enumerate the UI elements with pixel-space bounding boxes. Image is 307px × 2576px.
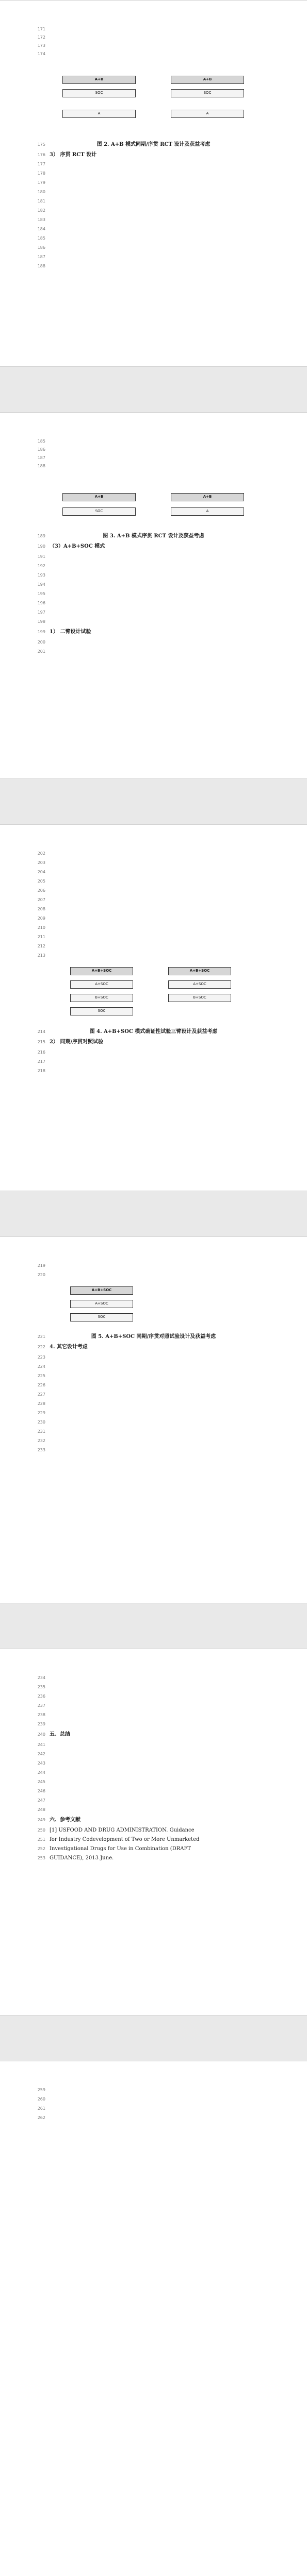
text-line <box>37 1428 257 1436</box>
text-line <box>37 234 257 243</box>
line-number: 243 <box>37 1761 45 1766</box>
arm-box: A <box>62 110 136 118</box>
line-number: 249 <box>37 1818 45 1822</box>
line-number: 187 <box>37 255 45 259</box>
line-number: 205 <box>37 879 45 884</box>
line-number: 172 <box>37 35 45 40</box>
text-line <box>37 952 257 960</box>
text-line <box>37 216 257 224</box>
line-number: 200 <box>37 640 45 645</box>
text-line <box>37 608 257 617</box>
page-3 <box>0 824 307 1191</box>
figure-caption <box>37 141 257 149</box>
reference-line <box>37 2095 257 2104</box>
line-number: 224 <box>37 1364 45 1369</box>
page-5-content <box>37 1649 257 2015</box>
line-number: 199 <box>37 630 45 634</box>
arm-box: SOC <box>62 89 136 97</box>
line-number: 189 <box>37 534 45 538</box>
line-number: 186 <box>37 447 45 452</box>
line-number: 218 <box>37 1069 45 1073</box>
text-line <box>37 638 257 647</box>
text-line <box>37 1409 257 1417</box>
text-line <box>37 437 257 446</box>
text-line <box>37 1741 257 1749</box>
text-line <box>37 225 257 233</box>
arm-box: SOC <box>70 1313 133 1321</box>
arm-box: A+SOC <box>70 980 133 989</box>
line-number: 186 <box>37 245 45 250</box>
text-line <box>37 1391 257 1399</box>
line-number: 229 <box>37 1411 45 1415</box>
figure-4 <box>50 963 257 1025</box>
arm-box: B+SOC <box>168 994 231 1002</box>
arm-box: A+B+SOC <box>168 967 231 975</box>
heading-text: 1） 二臂设计试验 <box>50 629 91 635</box>
arm-box: A+SOC <box>168 980 231 989</box>
line-number: 253 <box>37 1856 45 1860</box>
text-line <box>37 42 257 50</box>
line-number: 221 <box>37 1334 45 1339</box>
arm-box: SOC <box>171 89 244 97</box>
line-number: 226 <box>37 1383 45 1387</box>
line-number: 182 <box>37 208 45 213</box>
line-number: 252 <box>37 1846 45 1851</box>
line-number: 231 <box>37 1429 45 1434</box>
caption-text: 图 3. A+B 模式序贯 RCT 设计及获益考虑 <box>103 533 204 539</box>
text-line <box>37 648 257 656</box>
arm-box: SOC <box>62 507 136 516</box>
line-number: 213 <box>37 953 45 958</box>
page-2-content <box>37 413 257 778</box>
line-number: 178 <box>37 171 45 176</box>
line-number: 198 <box>37 619 45 624</box>
figure-5 <box>50 1283 257 1330</box>
arm-box: A+B <box>62 493 136 501</box>
heading-text: 六、参考文献 <box>50 1817 80 1823</box>
text-line <box>37 253 257 261</box>
arm-box: A+B+SOC <box>70 967 133 975</box>
text-line <box>37 1806 257 1814</box>
line-number: 197 <box>37 610 45 615</box>
line-number: 214 <box>37 1029 45 1034</box>
page-5 <box>0 1649 307 2015</box>
arm-box: A+B+SOC <box>70 1286 133 1295</box>
reference-line <box>37 2105 257 2113</box>
text-line <box>37 207 257 215</box>
text-line <box>37 197 257 206</box>
line-number: 245 <box>37 1780 45 1784</box>
line-number: 220 <box>37 1273 45 1277</box>
line-number: 171 <box>37 27 45 31</box>
line-number: 211 <box>37 935 45 939</box>
text-line <box>37 179 257 187</box>
line-number: 180 <box>37 190 45 194</box>
line-number: 176 <box>37 152 45 157</box>
reference-line <box>37 1854 257 1862</box>
reference-text: GUIDANCE), 2013 June. <box>50 1855 114 1861</box>
text-line <box>37 33 257 42</box>
line-number: 188 <box>37 264 45 268</box>
section-heading <box>37 543 257 551</box>
line-number: 175 <box>37 142 45 147</box>
reference-line <box>37 2114 257 2122</box>
arm-box: SOC <box>70 1007 133 1015</box>
line-number: 188 <box>37 464 45 468</box>
text-line <box>37 1067 257 1075</box>
line-number: 184 <box>37 227 45 231</box>
page-1 <box>0 0 307 367</box>
line-number: 181 <box>37 199 45 204</box>
text-line <box>37 1711 257 1719</box>
text-line <box>37 1400 257 1408</box>
line-number: 187 <box>37 455 45 460</box>
caption-text: 图 2. A+B 模式同期/序贯 RCT 设计及获益考虑 <box>96 142 211 147</box>
heading-text: （3）A+B+SOC 模式 <box>50 544 105 549</box>
text-line <box>37 1446 257 1454</box>
text-line <box>37 244 257 252</box>
arm-box: B+SOC <box>70 994 133 1002</box>
heading-text: 2） 同期/序贯对照试验 <box>50 1039 104 1045</box>
text-line <box>37 462 257 470</box>
line-number: 248 <box>37 1807 45 1812</box>
line-number: 235 <box>37 1685 45 1689</box>
text-line <box>37 877 257 886</box>
reference-text: [1] USFOOD AND DRUG ADMINISTRATION. Guidance <box>50 1827 195 1833</box>
text-line <box>37 454 257 462</box>
line-number: 194 <box>37 582 45 587</box>
heading-text: 4. 其它设计考虑 <box>50 1344 88 1350</box>
text-line <box>37 170 257 178</box>
line-number: 240 <box>37 1732 45 1737</box>
text-line <box>37 905 257 913</box>
arm-box: A+B <box>171 76 244 84</box>
arm-box: A+SOC <box>70 1300 133 1308</box>
reference-line <box>37 1836 257 1844</box>
line-number: 210 <box>37 925 45 930</box>
section-heading <box>37 1343 257 1351</box>
line-number: 261 <box>37 2106 45 2111</box>
text-line <box>37 25 257 33</box>
text-line <box>37 599 257 607</box>
line-number: 193 <box>37 573 45 578</box>
section-heading <box>37 628 257 636</box>
text-line <box>37 1797 257 1805</box>
figure-3 <box>50 472 257 529</box>
text-line <box>37 914 257 923</box>
line-number: 177 <box>37 162 45 166</box>
text-line <box>37 942 257 951</box>
caption-text: 图 4. A+B+SOC 模式确证性试验三臂设计及获益考虑 <box>89 1029 218 1035</box>
arm-box: A+B <box>62 76 136 84</box>
reference-line <box>37 1845 257 1853</box>
figure-2 <box>50 60 257 138</box>
page-6-content <box>37 2061 257 2576</box>
line-number: 241 <box>37 1742 45 1747</box>
line-number: 185 <box>37 236 45 241</box>
line-number: 219 <box>37 1263 45 1268</box>
text-line <box>37 188 257 196</box>
text-line <box>37 1720 257 1728</box>
line-number: 206 <box>37 888 45 893</box>
page-6 <box>0 2061 307 2576</box>
line-number: 191 <box>37 554 45 559</box>
line-number: 250 <box>37 1828 45 1833</box>
line-number: 190 <box>37 544 45 549</box>
reference-text: for Industry Codevelopment of Two or More Unmarketed <box>50 1837 200 1842</box>
line-number: 232 <box>37 1438 45 1443</box>
text-line <box>37 1418 257 1427</box>
text-line <box>37 896 257 904</box>
heading-text: 3） 序贯 RCT 设计 <box>50 152 97 158</box>
line-number: 207 <box>37 897 45 902</box>
text-line <box>37 887 257 895</box>
section-heading <box>37 1731 257 1739</box>
line-number: 239 <box>37 1722 45 1726</box>
figure-caption <box>37 1028 257 1036</box>
arm-box: A <box>171 507 244 516</box>
text-line <box>37 850 257 858</box>
line-number: 225 <box>37 1374 45 1378</box>
line-number: 233 <box>37 1448 45 1452</box>
section-heading <box>37 1038 257 1046</box>
page-4-content <box>37 1237 257 1603</box>
line-number: 238 <box>37 1713 45 1717</box>
text-line <box>37 1363 257 1371</box>
line-number: 228 <box>37 1401 45 1406</box>
text-line <box>37 1759 257 1768</box>
text-line <box>37 1683 257 1691</box>
reference-line <box>37 1826 257 1835</box>
text-line <box>37 553 257 561</box>
line-number: 203 <box>37 860 45 865</box>
line-number: 195 <box>37 591 45 596</box>
text-line <box>37 859 257 867</box>
reference-text: Investigational Drugs for Use in Combination (DRAFT <box>50 1846 191 1852</box>
line-number: 230 <box>37 1420 45 1425</box>
line-number: 251 <box>37 1837 45 1842</box>
line-number: 204 <box>37 870 45 874</box>
page-1-content <box>37 1 257 366</box>
line-number: 201 <box>37 649 45 654</box>
line-number: 247 <box>37 1798 45 1803</box>
text-line <box>37 1372 257 1380</box>
arm-box: A <box>171 110 244 118</box>
text-line <box>37 160 257 168</box>
line-number: 242 <box>37 1752 45 1756</box>
line-number: 234 <box>37 1675 45 1680</box>
line-number: 185 <box>37 439 45 444</box>
text-line <box>37 1692 257 1701</box>
line-number: 223 <box>37 1355 45 1360</box>
line-number: 236 <box>37 1694 45 1699</box>
text-line <box>37 1437 257 1445</box>
page-4 <box>0 1236 307 1603</box>
line-number: 208 <box>37 907 45 911</box>
line-number: 173 <box>37 43 45 48</box>
line-number: 179 <box>37 180 45 185</box>
page-3-content <box>37 825 257 1191</box>
line-number: 260 <box>37 2097 45 2102</box>
text-line <box>37 1778 257 1786</box>
line-number: 237 <box>37 1703 45 1708</box>
section-heading <box>37 1816 257 1824</box>
text-line <box>37 1674 257 1682</box>
text-line <box>37 446 257 454</box>
line-number: 183 <box>37 217 45 222</box>
text-line <box>37 1702 257 1710</box>
line-number: 212 <box>37 944 45 948</box>
text-line <box>37 50 257 58</box>
heading-text: 五、总结 <box>50 1732 70 1737</box>
text-line <box>37 1750 257 1758</box>
line-number: 216 <box>37 1050 45 1055</box>
line-number: 259 <box>37 2088 45 2092</box>
text-line <box>37 1353 257 1362</box>
text-line <box>37 924 257 932</box>
text-line <box>37 1048 257 1057</box>
text-line <box>37 933 257 941</box>
text-line <box>37 868 257 876</box>
text-line <box>37 571 257 580</box>
text-line <box>37 590 257 598</box>
page-2 <box>0 412 307 779</box>
line-number: 174 <box>37 52 45 56</box>
text-line <box>37 1262 257 1270</box>
line-number: 215 <box>37 1040 45 1044</box>
line-number: 209 <box>37 916 45 921</box>
line-number: 217 <box>37 1059 45 1064</box>
line-number: 202 <box>37 851 45 856</box>
caption-text: 图 5. A+B+SOC 同期/序贯对照试验设计及获益考虑 <box>91 1334 216 1340</box>
text-line <box>37 562 257 570</box>
line-number: 246 <box>37 1789 45 1793</box>
line-number: 222 <box>37 1345 45 1349</box>
text-line <box>37 1381 257 1389</box>
reference-line <box>37 2086 257 2094</box>
figure-caption <box>37 532 257 540</box>
text-line <box>37 618 257 626</box>
text-line <box>37 1769 257 1777</box>
arm-box: A+B <box>171 493 244 501</box>
section-heading <box>37 151 257 159</box>
figure-caption <box>37 1333 257 1341</box>
line-number: 196 <box>37 601 45 605</box>
line-number: 227 <box>37 1392 45 1397</box>
line-number: 262 <box>37 2115 45 2120</box>
text-line <box>37 1271 257 1279</box>
text-line <box>37 1787 257 1795</box>
line-number: 244 <box>37 1770 45 1775</box>
text-line <box>37 262 257 270</box>
line-number: 192 <box>37 564 45 568</box>
text-line <box>37 581 257 589</box>
text-line <box>37 1058 257 1066</box>
